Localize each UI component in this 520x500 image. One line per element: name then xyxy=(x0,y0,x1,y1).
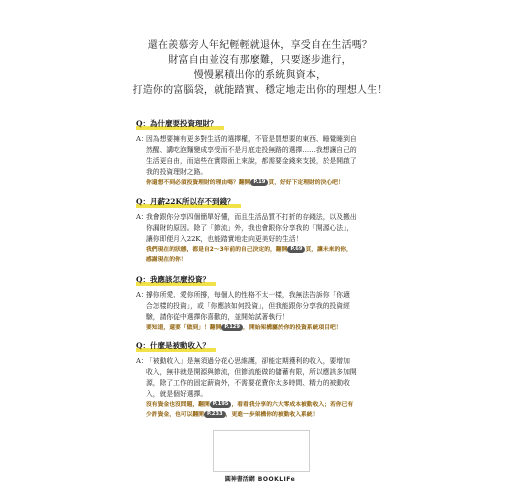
answer-line: 撐你所愛、愛你所撐，每個人的性格不太一樣，我無法告訴你「你適 xyxy=(146,291,350,299)
answer-block xyxy=(136,290,386,333)
question-heading: Q：月薪22K所以存不到錢？ xyxy=(136,197,241,208)
answer-block xyxy=(136,212,386,265)
answer-line: 讓你即便月入22K，也能踏實地走向更美好的生活！ xyxy=(146,235,303,243)
answer-line: 然醒、講吃泡麵變成享受而不是月底走投無路的選擇……我想讓自己的 xyxy=(146,146,357,154)
answer-line: 合怎樣的投資」，或「你應該如何投資」，但我能跟你分享我的投資經 xyxy=(146,302,350,310)
page-reference-badge: P.129 xyxy=(221,324,243,331)
highlight-text: 頁，好好下定理財的決心吧！ xyxy=(268,180,344,186)
answer-label: A： xyxy=(136,135,148,143)
highlight-text: 我們現在的狀態，都是自2～3年前的自己決定的，翻開 xyxy=(146,247,288,253)
answer-body xyxy=(146,290,350,333)
answer-line: 我的投資理財之路。 xyxy=(146,168,208,176)
highlight-text: 要知道，還要「做到」！翻開 xyxy=(146,325,222,331)
intro-line: 還在羨慕旁人年紀輕輕就退休，享受自在生活嗎？ xyxy=(147,40,373,51)
highlight-note xyxy=(146,178,357,188)
question-heading: Q：我應該怎麼投資？ xyxy=(136,275,216,286)
answer-line: 源，除了工作的固定薪資外，不需要花費你太多時間、精力的被動收 xyxy=(146,379,350,387)
answer-line: 驗，請你從中選擇你喜歡的，並開始試著執行！ xyxy=(146,313,289,321)
question-heading: Q：為什麼要投資理財？ xyxy=(136,119,224,130)
highlight-note xyxy=(146,255,357,265)
highlight-note xyxy=(146,410,357,420)
question-heading: Q：什麼是被動收入？ xyxy=(136,341,216,352)
page-reference-badge: P.19 xyxy=(250,179,268,186)
highlight-text: 你還想不到必須投資理財的理由嗎？翻開 xyxy=(146,180,251,186)
qa-section-passive-income xyxy=(136,333,386,420)
page-reference-badge: P.233 xyxy=(204,411,226,418)
answer-label: A： xyxy=(136,357,148,365)
page-reference-badge: P.69 xyxy=(287,246,305,253)
highlight-text: ，開始架構屬於你的投資系統項目吧！ xyxy=(243,325,342,331)
brand-logo: BOOKLIFe xyxy=(257,476,296,483)
highlight-text: ，更進一步架構你的被動收入系統！ xyxy=(225,412,319,418)
highlight-text: 頁，讓未來的你， xyxy=(305,247,352,253)
answer-block xyxy=(136,134,386,188)
highlight-note xyxy=(146,245,357,255)
answer-line: 你漏財的原因。除了「節流」外，我也會跟你分享我的「開源心法」， xyxy=(146,224,354,232)
highlight-text: 少許資金，也可以翻開 xyxy=(146,412,204,418)
answer-line: 收入，無非就是開源與節流，但節流能做的儲蓄有限，所以應該多加開 xyxy=(146,368,357,376)
image-placeholder xyxy=(213,430,310,472)
publisher-name: 圓神書活網 xyxy=(224,476,255,483)
qa-section-how-to-invest xyxy=(136,267,386,333)
highlight-text: 感謝現在的你！ xyxy=(146,257,187,263)
highlight-note xyxy=(146,323,350,333)
highlight-note xyxy=(146,400,357,410)
intro-block xyxy=(60,38,460,98)
qa-section-22k-salary xyxy=(136,189,386,265)
answer-line: 因為想要擁有更多對生活的選擇權，不管是買想要的東西、睡覺睡到自 xyxy=(146,135,357,143)
intro-line: 打造你的富腦袋，就能踏實、穩定地走出你的理想人生！ xyxy=(132,85,388,96)
answer-body xyxy=(146,356,357,420)
footer-logo xyxy=(0,474,520,483)
page-reference-badge: P.195 xyxy=(210,401,232,408)
answer-line: 入，就是個好選擇。 xyxy=(146,390,208,398)
answer-block xyxy=(136,356,386,420)
intro-line: 慢慢累積出你的系統與資本， xyxy=(193,70,327,81)
answer-label: A： xyxy=(136,291,148,299)
answer-line: 「被動收入」是無須過分花心思維護，卻能定期獲利的收入，要增加 xyxy=(146,357,350,365)
qa-section-invest-why xyxy=(136,111,386,188)
answer-line: 我會跟你分享四個簡單好懂，而且生活品質不打折的存錢法，以及搬出 xyxy=(146,213,357,221)
answer-line: 生活更自由，而這些在實際面上來說，都需要金錢來支援，於是開啟了 xyxy=(146,157,357,165)
answer-body xyxy=(146,134,357,188)
highlight-text: 沒有資金也沒問題，翻開 xyxy=(146,402,210,408)
intro-line: 財富自由並沒有那麼難，只要逐步進行， xyxy=(168,55,352,66)
answer-label: A： xyxy=(136,213,148,221)
highlight-text: ，看看我分享的六大零成本被動收入；若你已有 xyxy=(231,402,354,408)
answer-body xyxy=(146,212,357,265)
